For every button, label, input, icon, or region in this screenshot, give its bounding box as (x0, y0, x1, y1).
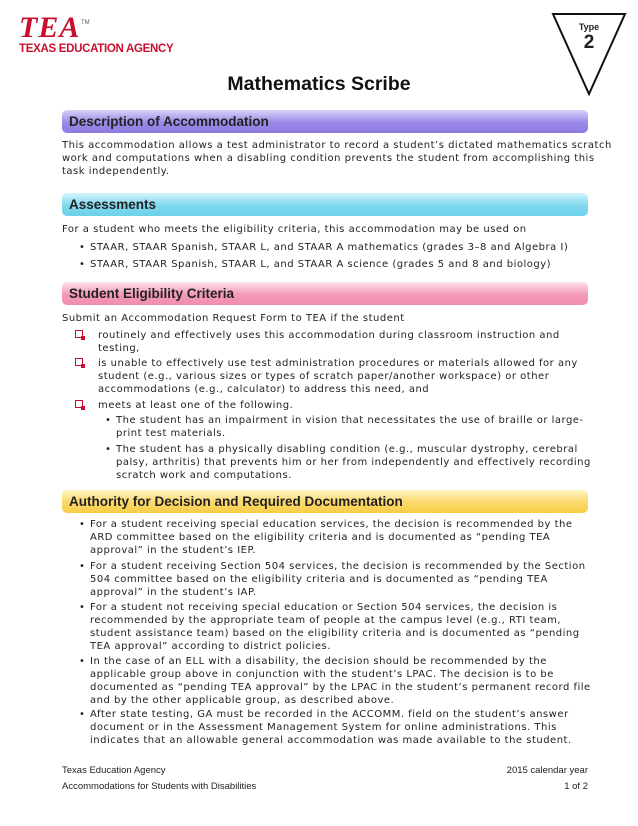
list-item: • STAAR, STAAR Spanish, STAAR L, and STAAR A mathematics (grades 3–8 and Algebra I) (79, 242, 569, 253)
checkbox-icon (75, 400, 83, 408)
list-item: • For a student receiving special education services, the decision is recommended by the ARD committee based on the eligibility criteria and is documented as “pending TEA approval” in the student’s IEP. (79, 519, 573, 556)
footer-agency: Texas Education Agency (62, 765, 166, 776)
tea-logo (17, 11, 174, 56)
checklist-item: meets at least one of the following. (98, 399, 293, 412)
section-header-eligibility: Student Eligibility Criteria (62, 282, 588, 305)
page-title: Mathematics Scribe (227, 73, 411, 95)
footer-document-title: Accommodations for Students with Disabilities (62, 781, 257, 792)
list-item: • STAAR, STAAR Spanish, STAAR L, and STAAR A science (grades 5 and 8 and biology) (79, 259, 552, 270)
footer-page-number: 1 of 2 (564, 781, 588, 792)
section-header-assessments: Assessments (62, 193, 588, 216)
section-header-description: Description of Accommodation (62, 110, 588, 133)
section-header-authority: Authority for Decision and Required Documentation (62, 490, 588, 513)
description-line: work and computations when a disabling condition prevents the student from accomplishing this (62, 153, 595, 164)
list-item: • For a student not receiving special education or Section 504 services, the decision is recommended by the appropriate team of people at the campus level (e.g., RTI team, student assistance team) based on the eligibility criteria and is documented as “pending TEA approval” according to district policies. (79, 602, 580, 652)
list-item: • The student has a physically disabling condition (e.g., muscular dystrophy, cerebral palsy, arthritis) that prevents him or her from independently and effectively recording scratch work and computations. (105, 444, 591, 481)
logo-trademark: TM (81, 20, 90, 26)
badge-type-number: 2 (583, 32, 595, 53)
list-item: • In the case of an ELL with a disability, the decision should be recommended by the applicable group above in conjunction with the student’s LPAC. The decision is to be documented as “pending TEA approval” by the LPAC in the student’s permanent record file and by the other applicable group, as described above. (79, 656, 591, 706)
logo-mark: TEA (19, 11, 81, 44)
list-item: • The student has an impairment in vision that necessitates the use of braille or large- print test materials. (105, 415, 584, 439)
list-item: • After state testing, GA must be recorded in the ACCOMM. field on the student’s answer document or in the Assessment Management System for online administrations. This indicates that an allowable general accommodation was made available to the student. (79, 709, 572, 746)
footer-year: 2015 calendar year (506, 765, 588, 776)
list-item: • For a student receiving Section 504 services, the decision is recommended by the Section 504 committee based on the eligibility criteria and is documented as “pending TEA approval” in the student’s IAP. (79, 561, 586, 598)
checklist-item: is unable to effectively use test administration procedures or materials allowed for any student (e.g., various sizes or types of scratch paper/another workspace) or other accommodations (e.g., calculator) to address this need, and (98, 357, 578, 396)
description-line: task independently. (62, 166, 170, 177)
checklist-item: routinely and effectively uses this accommodation during classroom instruction and testing, (98, 329, 560, 355)
badge-type-label: Type (578, 22, 600, 32)
logo-agency-name: TEXAS EDUCATION AGENCY (19, 43, 174, 55)
assessments-intro: For a student who meets the eligibility criteria, this accommodation may be used on (62, 224, 527, 235)
eligibility-intro: Submit an Accommodation Request Form to TEA if the student (62, 313, 405, 324)
description-line: This accommodation allows a test administrator to record a student’s dictated mathematics scratch (62, 140, 612, 151)
checkbox-icon (75, 330, 83, 338)
checkbox-icon (75, 358, 83, 366)
